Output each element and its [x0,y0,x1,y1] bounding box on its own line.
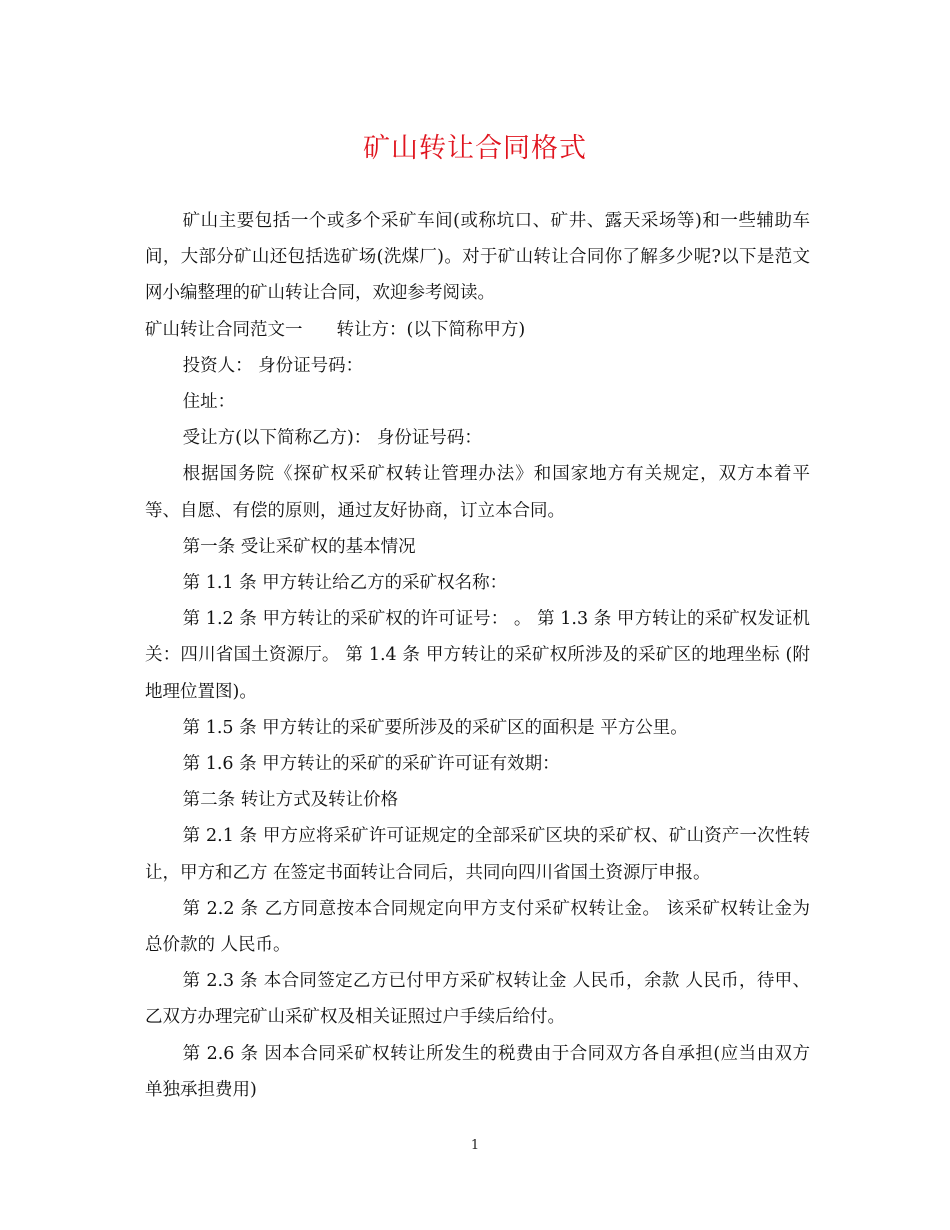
paragraph-example-heading [145,312,810,348]
transferor-line: 转让方：(以下简称甲方) [336,319,526,340]
paragraph-intro: 矿山主要包括一个或多个采矿车间(或称坑口、矿井、露天采场等)和一些辅助车间，大部分矿山还包括选矿场(洗煤厂)。对于矿山转让合同你了解多少呢?以下是范文网小编整理的矿山转让合同，欢迎参考阅读。 [145,211,810,304]
paragraph-article-2: 第二条 转让方式及转让价格 [182,790,399,811]
example-heading: 矿山转让合同范文一 [145,319,303,340]
paragraph-article-2-2: 第 2.2 条 乙方同意按本合同规定向甲方支付采矿权转让金。 该采矿权转让金为总价款的 人民币。 [145,898,810,956]
paragraph-article-2-1: 第 2.1 条 甲方应将采矿许可证规定的全部采矿区块的采矿权、矿山资产一次性转让，甲方和乙方 在签定书面转让合同后，共同向四川省国土资源厅申报。 [145,826,810,883]
paragraph-article-1-2: 第 1.2 条 甲方转让的采矿权的许可证号： 。 第 1.3 条 甲方转让的采矿权发证机关：四川省国土资源厅。 第 1.4 条 甲方转让的采矿权所涉及的采矿区的地理坐标 (附地理位置图)。 [145,609,810,702]
document-title: 矿山转让合同格式 [363,133,587,164]
paragraph-investor: 投资人： 身份证号码： [182,355,364,376]
paragraph-basis: 根据国务院《探矿权采矿权转让管理办法》和国家地方有关规定，双方本着平等、自愿、有偿的原则，通过友好协商，订立本合同。 [145,464,810,521]
paragraph-article-1-1: 第 1.1 条 甲方转让给乙方的采矿权名称： [182,573,508,594]
page-number: 1 [470,1138,480,1153]
paragraph-article-1-5: 第 1.5 条 甲方转让的采矿要所涉及的采矿区的面积是 平方公里。 [182,717,688,738]
document-body [145,203,810,1108]
paragraph-article-1: 第一条 受让采矿权的基本情况 [182,536,416,557]
paragraph-address: 住址： [182,392,236,413]
paragraph-article-2-3: 第 2.3 条 本合同签定乙方已付甲方采矿权转让金 人民币，余款 人民币，待甲、乙双方办理完矿山采矿权及相关证照过户手续后给付。 [145,971,810,1028]
paragraph-article-2-6: 第 2.6 条 因本合同采矿权转让所发生的税费由于合同双方各自承担(应当由双方单独承担费用) [145,1043,810,1100]
paragraph-transferee: 受让方(以下简称乙方)： 身份证号码： [182,428,482,449]
paragraph-article-1-6: 第 1.6 条 甲方转让的采矿的采矿许可证有效期： [182,754,560,775]
